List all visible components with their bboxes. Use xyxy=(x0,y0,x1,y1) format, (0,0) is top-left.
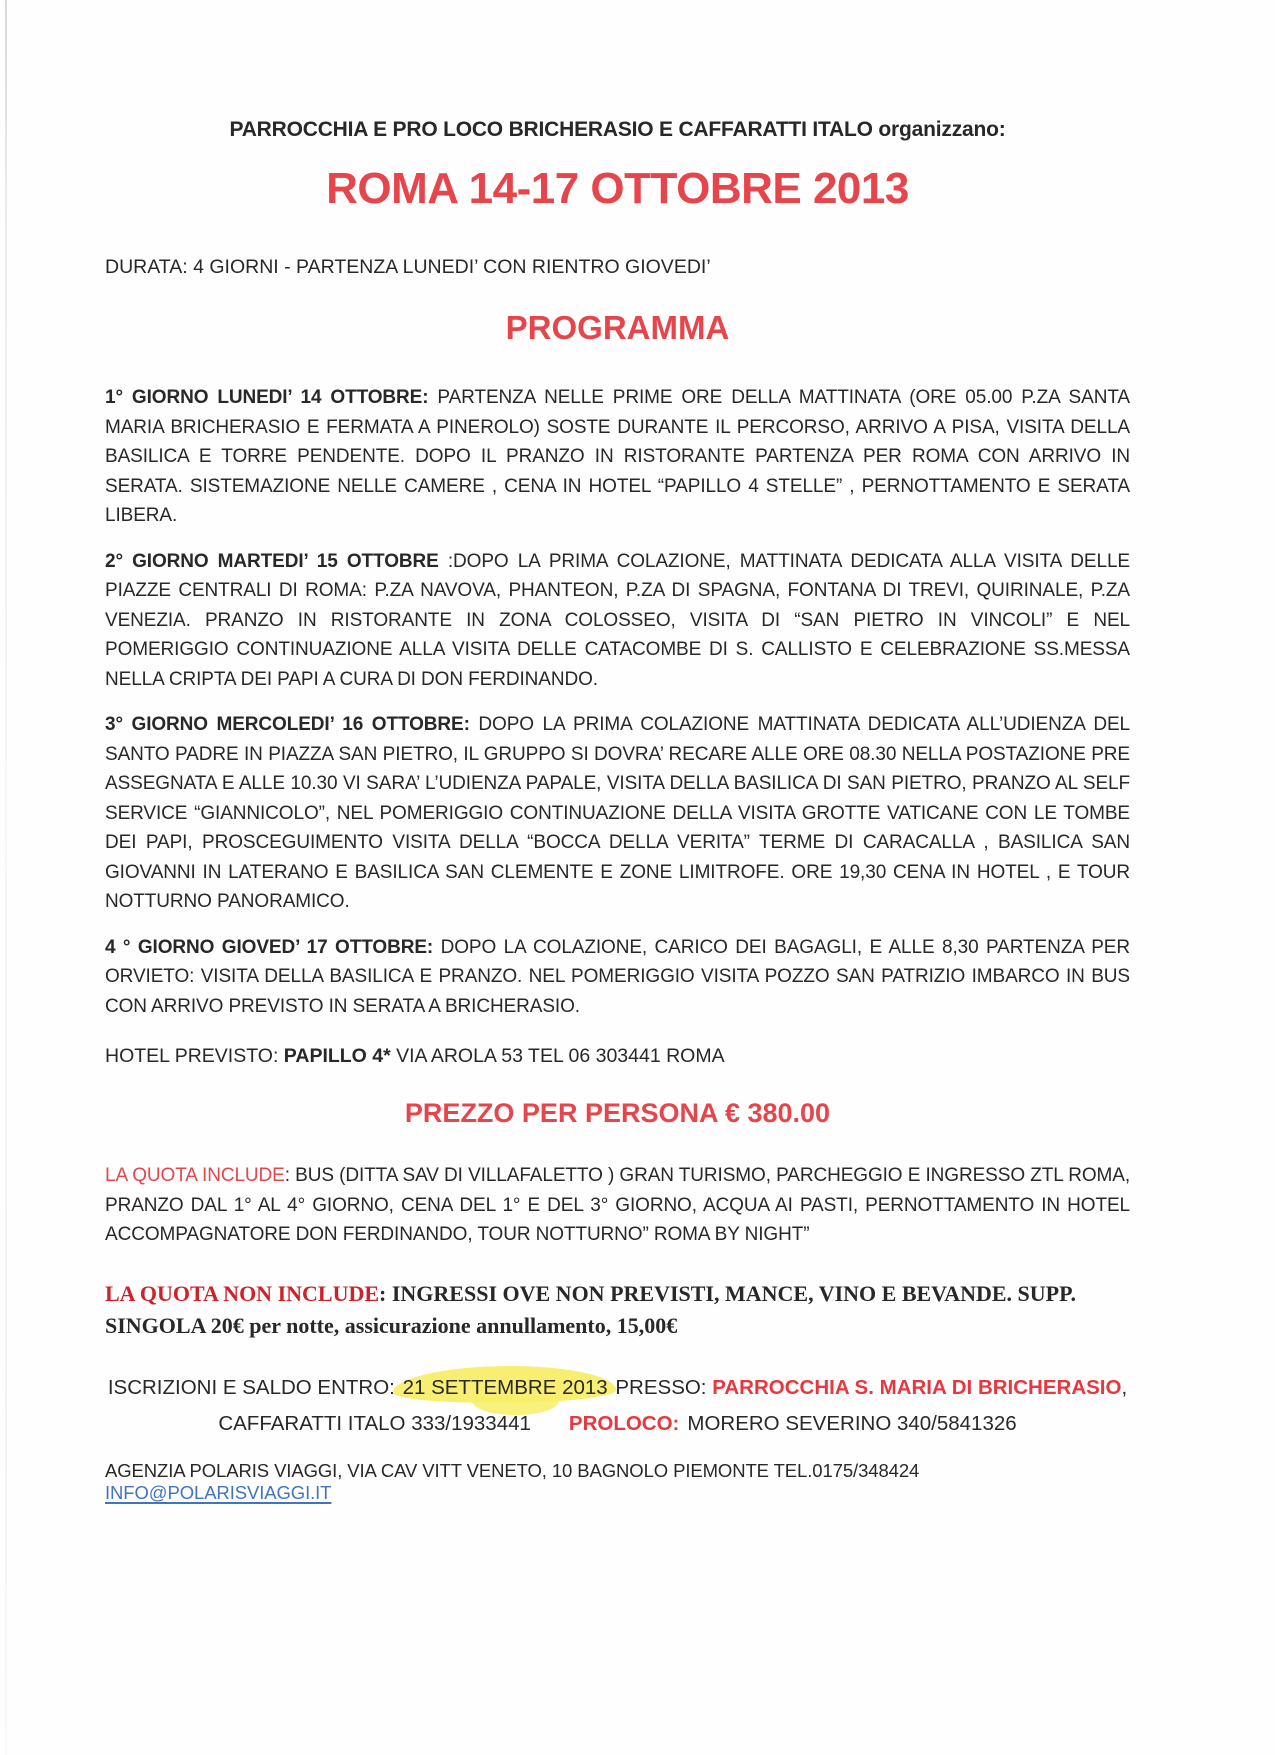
deadline-highlight: 21 SETTEMBRE 2013 xyxy=(402,1375,608,1399)
day-4-body: DOPO LA COLAZIONE, CARICO DEI BAGAGLI, E ALLE 8,30 PARTENZA PER ORVIETO: VISITA DELLA BASILICA E PRANZO. NEL POMERIGGIO VISITA POZZO SAN PATRIZIO IMBARCO IN BUS CON ARRIVO PREVISTO IN SERATA A BRICHERASIO. xyxy=(105,936,1130,1017)
day-2-paragraph xyxy=(105,547,1130,695)
hotel-line xyxy=(105,1045,1130,1068)
parish-name: PARROCCHIA S. MARIA DI BRICHERASIO xyxy=(712,1375,1122,1399)
day-1-heading: 1° GIORNO LUNEDI’ 14 OTTOBRE: xyxy=(105,387,429,408)
agency-text: AGENZIA POLARIS VIAGGI, VIA CAV VITT VENETO, 10 BAGNOLO PIEMONTE TEL.0175/348424 xyxy=(105,1459,920,1481)
day-3-body: DOPO LA PRIMA COLAZIONE MATTINATA DEDICATA ALL’UDIENZA DEL SANTO PADRE IN PIAZZA SAN PIETRO, IL GRUPPO SI DOVRA’ RECARE ALLE ORE 08.30 NELLA POSTAZIONE PRE ASSEGNATA E ALLE 10.30 VI SARA’ L’UDIENZA PAPALE, VISITA DELLA BASILICA DI SAN PIETRO, PRANZO AL SELF SERVICE “GIANNICOLO”, NEL POMERIGGIO CONTINUAZIONE DELLA VISITA GROTTE VATICANE CON LE TOMBE DEI PAPI, PROSCEGUIMENTO VISITA DELLA “BOCCA DELLA VERITA” TERME DI CARACALLA , BASILICA SAN GIOVANNI IN LATERANO E BASILICA SAN CLEMENTE E ZONE LIMITROFE. ORE 19,30 CENA IN HOTEL , E TOUR NOTTURNO PANORAMICO. xyxy=(105,714,1130,912)
quota-include-paragraph xyxy=(105,1161,1130,1250)
agency-line xyxy=(105,1460,1130,1504)
program-heading: PROGRAMMA xyxy=(505,309,730,346)
day-4-paragraph xyxy=(105,933,1130,1022)
contact-caffaratti: CAFFARATTI ITALO 333/1933441 xyxy=(218,1411,531,1435)
quota-non-include-label: LA QUOTA NON INCLUDE xyxy=(105,1280,380,1306)
registration-block xyxy=(105,1370,1130,1442)
registration-presso: PRESSO: xyxy=(609,1375,713,1399)
contact-morero: MORERO SEVERINO 340/5841326 xyxy=(687,1411,1017,1435)
page-title: ROMA 14-17 OTTOBRE 2013 xyxy=(326,164,909,213)
registration-line-1 xyxy=(105,1370,1130,1406)
quota-non-include-paragraph xyxy=(105,1278,1130,1342)
day-1-paragraph xyxy=(105,383,1130,531)
quota-include-body: : BUS (DITTA SAV DI VILLAFALETTO ) GRAN TURISMO, PARCHEGGIO E INGRESSO ZTL ROMA, PRANZO DAL 1° AL 4° GIORNO, CENA DEL 1° E DEL 3° GIORNO, ACQUA AI PASTI, PERNOTTAMENTO IN HOTEL ACCOMPAGNATORE DON FERDINANDO, TOUR NOTTURNO” ROMA BY NIGHT” xyxy=(105,1165,1131,1245)
registration-line-2 xyxy=(105,1406,1130,1442)
quota-include-label: LA QUOTA INCLUDE xyxy=(105,1165,285,1186)
organizer-line: PARROCCHIA E PRO LOCO BRICHERASIO E CAFFARATTI ITALO organizzano: xyxy=(229,118,1006,141)
day-1-body: PARTENZA NELLE PRIME ORE DELLA MATTINATA (ORE 05.00 P.ZA SANTA MARIA BRICHERASIO E FERMATA A PINEROLO) SOSTE DURANTE IL PERCORSO, ARRIVO A PISA, VISITA DELLA BASILICA E TORRE PENDENTE. DOPO IL PRANZO IN RISTORANTE PARTENZA PER ROMA CON ARRIVO IN SERATA. SISTEMAZIONE NELLE CAMERE , CENA IN HOTEL “PAPILLO 4 STELLE” , PERNOTTAMENTO E SERATA LIBERA. xyxy=(105,387,1130,526)
email-link[interactable]: INFO@POLARISVIAGGI.IT xyxy=(105,1481,332,1503)
hotel-address: VIA AROLA 53 TEL 06 303441 ROMA xyxy=(390,1045,725,1067)
price-line: PREZZO PER PERSONA € 380.00 xyxy=(404,1098,831,1128)
day-2-heading: 2° GIORNO MARTEDI’ 15 OTTOBRE xyxy=(105,550,439,572)
hotel-label: HOTEL PREVISTO: xyxy=(105,1045,284,1067)
day-3-heading: 3° GIORNO MERCOLEDI’ 16 OTTOBRE: xyxy=(105,714,470,735)
hotel-name: PAPILLO 4* xyxy=(283,1045,391,1067)
day-4-heading: 4 ° GIORNO GIOVED’ 17 OTTOBRE: xyxy=(105,936,434,958)
duration-line: DURATA: 4 GIORNI - PARTENZA LUNEDI’ CON RIENTRO GIOVEDI’ xyxy=(105,256,711,278)
day-3-paragraph xyxy=(105,710,1130,917)
registration-prefix: ISCRIZIONI E SALDO ENTRO: xyxy=(107,1375,401,1399)
day-2-body: :DOPO LA PRIMA COLAZIONE, MATTINATA DEDICATA ALLA VISITA DELLE PIAZZE CENTRALI DI ROMA: P.ZA NAVOVA, PHANTEON, P.ZA DI SPAGNA, FONTANA DI TREVI, QUIRINALE, P.ZA VENEZIA. PRANZO IN RISTORANTE IN ZONA COLOSSEO, VISITA DI “SAN PIETRO IN VINCOLI” E NEL POMERIGGIO CONTINUAZIONE ALLA VISITA DELLE CATACOMBE DI S. CALLISTO E CELEBRAZIONE SS.MESSA NELLA CRIPTA DEI PAPI A CURA DI DON FERDINANDO. xyxy=(105,550,1130,690)
registration-comma: , xyxy=(1121,1375,1128,1399)
proloco-label: PROLOCO: xyxy=(568,1411,680,1435)
quota-non-include-body: : INGRESSI OVE NON PREVISTI, MANCE, VINO E BEVANDE. SUPP. SINGOLA 20€ per notte, assicurazione annullamento, 15,00€ xyxy=(105,1280,1077,1338)
